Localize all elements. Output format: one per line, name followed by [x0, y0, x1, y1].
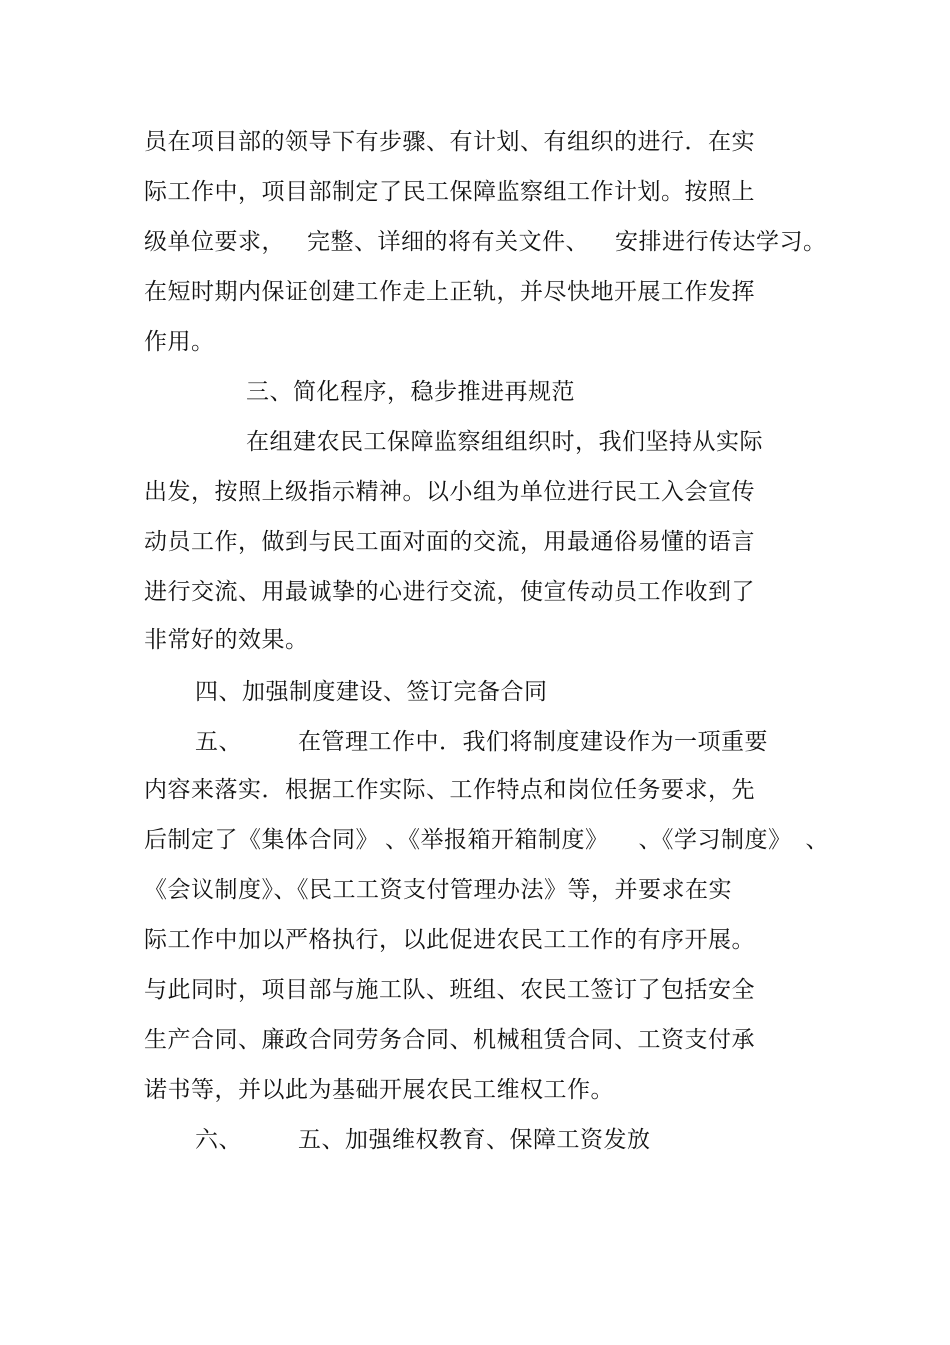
paragraph-line	[144, 575, 755, 609]
paragraph-line	[144, 623, 309, 657]
section-heading	[195, 675, 548, 709]
text-run: 进行交流、用最诚挚的心进行交流，使宣传动员工作收到了	[144, 579, 755, 605]
text-run: 际工作中加以严格执行，以此促进农民工工作的有序开展。	[144, 927, 755, 953]
paragraph-line	[144, 873, 732, 907]
text-run: 级单位要求，	[144, 229, 285, 255]
text-run: 员在项目部的领导下有步骤、有计划、有组织的进行．在实	[144, 129, 755, 155]
paragraph-line	[144, 923, 755, 957]
text-run: 安排进行传达学习。	[615, 229, 827, 255]
section-heading	[195, 1123, 651, 1157]
text-run: 出发，按照上级指示精神。以小组为单位进行民工入会宣传	[144, 479, 755, 505]
paragraph-line	[144, 823, 829, 857]
heading-text: 五、加强维权教育、保障工资发放	[298, 1127, 651, 1153]
text-run: 与此同时，项目部与施工队、班组、农民工签订了包括安全	[144, 977, 755, 1003]
text-run: 在短时期内保证创建工作走上正轨，并尽快地开展工作发挥	[144, 279, 755, 305]
text-run: 、《举报箱开箱制度》	[385, 827, 609, 853]
text-run: 际工作中，项目部制定了民工保障监察组工作计划。按照上	[144, 179, 755, 205]
paragraph-line	[246, 425, 763, 459]
text-run: 作用。	[144, 329, 215, 355]
heading-text: 三、简化程序，稳步推进再规范	[246, 379, 575, 405]
paragraph-line	[144, 973, 755, 1007]
text-run: 非常好的效果。	[144, 627, 309, 653]
paragraph-line	[144, 475, 755, 509]
section-heading	[246, 375, 575, 409]
heading-text: 四、加强制度建设、签订完备合同	[195, 679, 548, 705]
list-number: 六、	[195, 1127, 242, 1153]
text-run: 、《学习制度》	[638, 827, 792, 853]
paragraph-line	[144, 1073, 614, 1107]
paragraph-line	[144, 1023, 755, 1057]
text-run: 后制定了《集体合同》	[144, 827, 379, 853]
text-run: 在组建农民工保障监察组组织时，我们坚持从实际	[246, 429, 763, 455]
paragraph-line	[144, 773, 755, 807]
text-run: 在管理工作中．我们将制度建设作为一项重要	[298, 729, 768, 755]
paragraph-line	[144, 225, 827, 259]
paragraph-line	[144, 325, 215, 359]
paragraph-line	[195, 725, 768, 759]
text-run: 内容来落实．根据工作实际、工作特点和岗位任务要求，先	[144, 777, 755, 803]
text-run: 完整、详细的将有关文件、	[307, 229, 589, 255]
text-run: 诺书等，并以此为基础开展农民工维权工作。	[144, 1077, 614, 1103]
text-run: 《会议制度》、《民工工资支付管理办法》等，并要求在实	[144, 877, 732, 903]
paragraph-line	[144, 525, 755, 559]
list-number: 五、	[195, 729, 242, 755]
paragraph-line	[144, 125, 755, 159]
paragraph-line	[144, 175, 755, 209]
text-run: 生产合同、廉政合同劳务合同、机械租赁合同、工资支付承	[144, 1027, 755, 1053]
text-run: 动员工作，做到与民工面对面的交流，用最通俗易懂的语言	[144, 529, 755, 555]
paragraph-line	[144, 275, 755, 309]
text-run: 、	[805, 827, 829, 853]
